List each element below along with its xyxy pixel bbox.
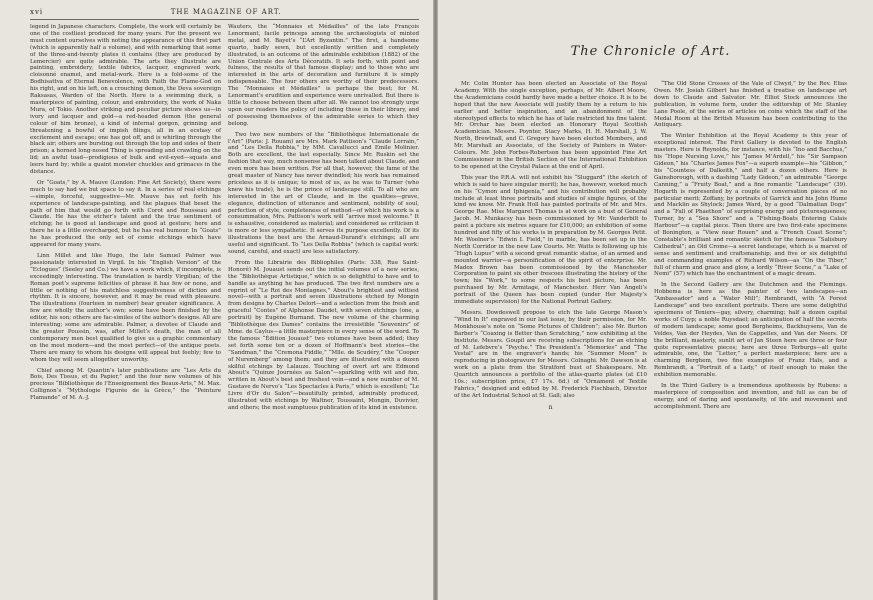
paragraph: Two two new numbers of the “Bibliothèque Internationale de l’Art” (Paris: J. Rouam) are Mrs. Mark Pattison’s “Claude Lorrain,” and “Les Della Robbia,” by MM. Cavallucci and Emile Molinier. Both are excellent, the last especially. Since Mr. Ruskin set the fashion that way, much nonsense has been talked about Claude, and even more has been written. For all that, however, the fame of the great master of Nancy has never dwindled; his work has remained priceless as it is unique; to most of us, as he was to Turner (who knew his trade), he is the prince of landscape still. To all who are interested in the art of Claude, and in the qualities—grave, elegance, distinction of utterance and sentiment, nobility of soul, perfection of style, completeness of method—of which his work is a consummation, Mrs. Pattison’s work will “arrive most welcome.” It is exhaustive, considered as material; and considered as criticism it is more or less sympathetic. It serves its purpose excellently. Of its illustrations the best are the Arnaud-Durand’s etchings; all are useful and significant. To “Les Della Robbia” (which is capital work: sound, careful, and exact) are less satisfactory. xyxy=(228,131,419,255)
paragraph: In the Second Gallery are the Dutchmen and the Flemings. Hobbema is here as the painter of two landscapes—an “Ambassador” and a “Water Mill”; Rembrandt, with “A Forest Landscape” and two excellent portraits. There are some delightful specimens of Teniers—gay, silvery, charming; half a dozen capital works of Cuyp; a noble Ruysdael; an anticipation of half the secrets of modern landscape; some good Bergheims, Backhuysens, Van de Veldes, Van der Heydes, Van de Cappelles, and Van der Neers. Of the brilliant, masterly, sunlit art of Jan Steen here are three or four quite representative pieces; here are three Terburgs—all quite admirable, one, the “Letter,” a perfect masterpiece; here are a charming Berghem, two fine examples of Franz Hals, and a Rembrandt, a “Portrait of a Lady,” of itself enough to make the exhibition memorable. xyxy=(654,282,847,379)
right-column-1 xyxy=(454,81,647,413)
paragraph: The Winter Exhibition at the Royal Academy is this year of exceptional interest. The First Gallery is devoted to the English masters. Here is Reynolds, for instance, with his “Ino and Bacchus,” his “Hope Nursing Love,” his “James M’Ardell,” his “Sir Sampson Gideon,” his “Charles James Fox”—a superb example—his “Gibbon,” his “Countess of Dalkeith,” and half a dozen others. Here is Gainsborough, with a dashing “Lady Gideon,” an admirable “George Canning,” a “Fruity Boat,” and a fine romantic “Landscape” (39). Hogarth is represented by a couple of conversation pieces of no particular merit; Zoffany, by portraits of Garrick and his John Hume and Macklin as Shylock; James Ward, by a good “Dalmatian Dogs” and a “Fall of Phaethon” of surprising energy and picturesqueness; Turner, by a “Sea Shore” and a “Fishing-Boats Entering Calais Harbour”—a capital piece. Then there are two first-rate specimens of Bonington, a “View near Rouen” and a “French Coast Scene”; Constable’s brilliant and romantic sketch for the famous “Salisbury Cathedral”; an Old Crome—a secret landscape, which is a marvel of sense and sentiment and craftsmanship; and five or six delightful and commanding examples of Richard Wilson—as “On the Tiber,” full of charm and grace and glow, a lordly “River Scene,” a “Lake of Nemi” (57) which has the enchantment of a magic dream. xyxy=(654,133,847,278)
running-head xyxy=(30,8,419,20)
magazine-title: THE MAGAZINE OF ART. xyxy=(170,8,282,16)
paragraph: “The Old Stone Crosses of the Vale of Clwyd,” by the Rev. Elias Owen. Mr. Josiah Gilbert has finished a treatise on landscape art down to Claude and Salvator. Mr. Elliot Stock announces the publication, in volume form, under the editorship of Mr. Stanley Lane Poole, of the series of articles on coins which the staff of the Medal Room at the British Museum has been contributing to the Antiquary. xyxy=(654,81,847,129)
paragraph: Messrs. Dowdeswell propose to etch the late George Mason’s “Wind In It” engraved in our last issue, by their permission, for Mr. Monkhouse’s note on “Some Pictures of Children”; also Mr. Burton Barber’s “Coaxing is Better than Scratching,” now exhibiting at the Institute. Messrs. Goupil are receiving subscriptions for an etching of M. Lefebvre’s “Psyche.” The President’s “Memories” and “The Vestal” are in the engraver’s hands; his “Summer Moon” is reproducing in photogravure for Messrs. Colnaghi. Mr. Dawson is at work on a plate from the Stratford bust of Shakespeare. Mr. Quaritch announces a portfolio of the atlas-quarto plates (at £10 10s.; subscription price, £7 17s. 6d.) of “Ornament of Textile Fabrics,” designed and edited by M. Frederick Fischbach, Director of the Art Industrial School at St. Gall; also xyxy=(454,310,647,399)
paragraph: From the Librairie des Bibliophiles (Paris: 338, Rue Saint-Honoré) M. Jouaust sends out the initial volumes of a new series, the “Bibliothèque Artistique,” which is so delightful to have and to handle as anything he has produced. The two first numbers are a reprint of “Le Roi des Montagnes,” About’s brightest and wittiest novel—with a portrait and seven illustrations etched by Mongin from designs by Charles Delort—and a selection from the fresh and graceful “Contes” of Alphonse Daudet, with seven etchings (one, a portrait) by Eugène Burnand. The new volume of the charming “Bibliothèque des Dames” contains the irresistible “Souvenirs” of Mme. de Caylus—a little masterpiece in every sense of the word. To the famous “Édition Jouaust” two volumes have been added; they set forth some ten or a dozen of Hoffmann’s best stories—the “Sandman,” the “Cremona Fiddle,” “Mlle. de Scudéry,” the “Cooper of Nuremberg” among them; and they are illustrated with a dozen skilful etchings by Lalauze. Touching of overt art are Edmond About’s “Quinze Journées au Salon”—sparkling with wit and fun, written in About’s best and freshest vein—and a new number of M. Gustave de Nervo’s “Les Spectacles à Paris,” which is excellent; “Le Livre d’Or du Salon”—beautifully printed, admirably produced, illustrated with etchings by Waltner, Toussaint, Mongin, Duvivier, and others; the most sumptuous publication of its kind in existence. xyxy=(228,259,419,411)
paragraph: In the Third Gallery is a tremendous apotheosis by Rubens: a masterpiece of composition and invention, and full as can be of energy, and of daring and spontaneity, of life and movement and accomplishment. There are xyxy=(654,383,847,410)
paragraph: This year the P.R.A. will not exhibit his “Sluggard” (the sketch of which is said to have singular merit); he has, however, worked much on his “Cymon and Iphigenia,” and his contribution will probably include at least three portraits and studies of single figures, of the kind we know. Mr. Frank Holl has painted portraits of Mr. and Mrs. George Rae. Miss Margaret Thomas is at work on a bust of General Jacob. M. Munkacsy has been commissioned by Mr. Vanderbilt to paint a picture six metres square for £10,000; an exhibition of some hundred and fifty of his works is in preparation by M. Georges Petit. Mr. Woolner’s “Edwin I. Field,” in marble, has been set up in the North Corridor in the new Law Courts. Mr. Watts is following up his “Hugh Lupus” with a second great romantic statue, of an armed and mounted warrior—a personification of the spirit of enterprise. Mr. Madox Brown has been commissioned by the Manchester Corporation to paint six other frescoes illustrating the history of the town; his “Work,” to some respects his best picture, has been purchased by Mr. Armitage, of Manchester. Herr Van Angeli’s portrait of the Queen has been copied (under Her Majesty’s immediate supervision) for the National Portrait Gallery. xyxy=(454,174,647,306)
left-page xyxy=(0,0,433,600)
paragraph: Mr. Colin Hunter has been elected an Associate of the Royal Academy. With the single exception, perhaps, of Mr. Albert Moore, the Academicians could hardly have made a better choice. It is to be hoped that the new Associate will justify them by a return to his earlier and better inspiration, and an abandonment of the stereotyped effects to which he has of late restricted his fine talent. Mr. Orchar has been elected an Honorary Royal Scottish Academician. Messrs. Poynter, Stacy Marks, H. H. Marshall, J. W. North, Brewtnall, and C. Gregory have been elected Members, and Mr. Marshall an Associate, of the Society of Painters in Water-Colours. Mr. John Forbes-Robertson has been appointed Fine Art Commissioner in the British Section of the International Exhibition to be opened at the Crystal Palace at the end of April. xyxy=(454,81,647,170)
left-column-2 xyxy=(228,24,419,414)
left-column-1 xyxy=(30,24,221,414)
paragraph: Wauters, the “Monnaies et Médailles” of the late François Lenormant, facile princeps among the archæologists of minted metal, and M. Bayet’s “L’Art Byzantin.” The first, a handsome quarto, badly sewn, but excellently written and completely illustrated, is an outcome of the admirable exhibition (1882) of the Union Centrale des Arts Décoratifs. It sets forth, with point and fulness, the results of that famous display; and to those who are interested in the arts of decoration and furniture it is simply indispensable. The four others are worthy of their predecessors. The “Monnaies et Médailles” is perhaps the best; for M. Lenormant’s erudition and experience were unrivalled. But there is little to choose between them after all. We cannot too strongly urge upon our readers the policy of including these in their library, and of possessing themselves of the admirable series to which they belong. xyxy=(228,24,419,127)
chronicle-heading: The Chronicle of Art. xyxy=(570,44,731,59)
paragraph: legend in Japanese characters. Complete, the work will certainly be one of the costliest produced for many years. For the present we must content ourselves with noting the appearance of this first part (which is apparently half a volume), and with remarking that some of the three-and-twenty plates it contains (they are produced by Lemercier) are quite admirable. The arts they illustrate are painting, embroidery, textile fabrics, lacquer, engraved work, cloisonné enamel, and metal-work. Here is a fold-some of the Bodhisattva of Eternal Benevolence, with Faith the Flame-God on his right, and on his left, on a crouching demon, the Deva sovereign Raksasas, Warden of the North. Here is a swimming duck, a masterpiece of painting, colour, and embroidery, the work of Naka Mura, of Tokio. Another striking and peculiar picture shows us—in ivory and lacquer and gold—a red-headed demon (the general colour of him bronze), a kind of infernal gorgon, grinning and threatening a bowful of impish filings, all in an ecstasy of excitement and escape; one has got off, and is whirling through the black air; others are bursting out through the top and sides of their prison; a horned long-nosed Thing is spreading and crawling on the lid; an awful toad—prodigious of bulk and evil-eyed—squats and leers hard by; while a quaint monster chuckles and grimaces in the distance. xyxy=(30,24,221,176)
left-page-number: xvi xyxy=(30,8,44,16)
right-page-number: n xyxy=(548,403,553,411)
paragraph: Or “Goats,” by A. Mauve (London: Fine Art Society), there were much to say had we but space to say it. In a series of real etchings—simple, forceful, suggestive—Mr. Mauve has set forth his experience of landscape-painting, and the plagues that beset the path of him that would go forth with Corot and Rousseau and Claude. He has the etcher’s talent and the true sentiment of etching; he is good at landscape and good at gesture; here and there he is a little overcharged, but he has real humour. In “Goats” he has produced the only set of comic etchings which have appeared for many years. xyxy=(30,179,221,249)
right-column-2 xyxy=(654,81,847,413)
paragraph: Linn Millet and like Hugo, the late Samuel Palmer was passionately interested in Virgil. In his “English Version” of the “Eclogues” (Seeley and Co.) we have a work which, if incomplete, is exceedingly interesting. The translation is hardly Virgilian; of the Roman poet’s supreme felicities of phrase it has few or none, and little or nothing of his matchless suggestiveness of diction and rhythm. It is sincere, however, and it may be read with pleasure. The illustrations (fourteen in number) bear greater significance. A few are wholly the author’s own; some have been finished by the editor, his son; others are fac-similes of the author’s designs. All are interesting; some are admirable. Palmer, a devotee of Claude and the greater Poussin, was, after Millet’s death, the man of all contemporary men best qualified to give us a graphic commentary on the most modern—and the most perfect—of the antique poets. There are many to whom his designs will appeal but feebly; few to whom they will seem altogether unworthy. xyxy=(30,253,221,363)
paragraph: Chief among M. Quantin’s later publications are “Les Arts du Bois, Des Tissus, et du Papier,” and the four new volumes of his precious “Bibliothèque de l’Enseignement des Beaux-Arts,” M. Max. Collignon’s “Mythologie Figurée de la Grèce,” the “Peinture Flamande” of M. A.-J. xyxy=(30,367,221,402)
right-page xyxy=(438,0,873,600)
